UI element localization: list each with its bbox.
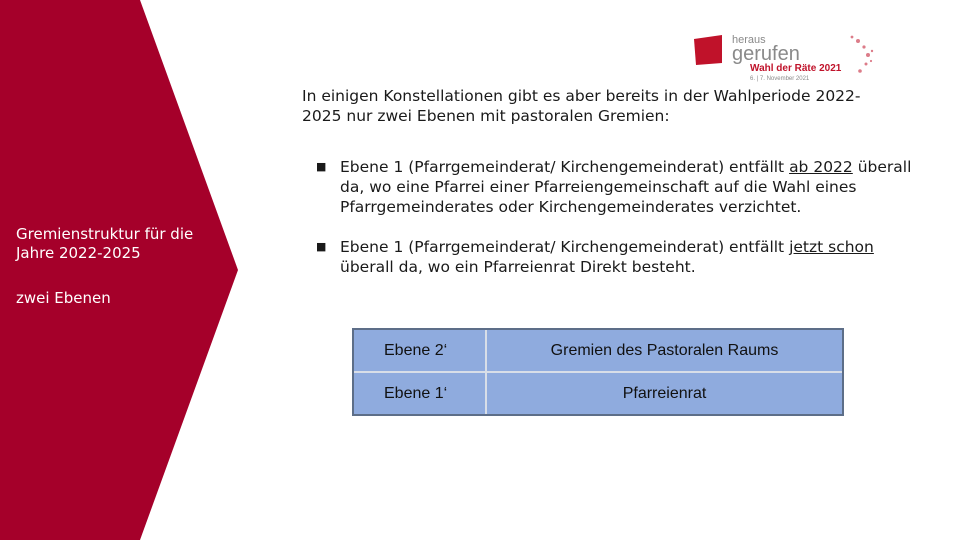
bullet-item xyxy=(316,237,916,277)
logo-text-heraus: heraus xyxy=(732,34,766,46)
bullet-square-icon: ■ xyxy=(316,160,327,173)
logo-text-date: 6. | 7. November 2021 xyxy=(750,76,810,82)
logo-text-gerufen: gerufen xyxy=(732,43,800,65)
side-panel xyxy=(0,0,240,540)
bullet-underlined: ab 2022 xyxy=(789,158,853,176)
table-row xyxy=(354,373,842,414)
level-body: Pfarreienrat xyxy=(487,373,842,414)
level-label: Ebene 2‘ xyxy=(354,330,485,371)
bullet-text: Ebene 1 (Pfarrgemeinderat/ Kirchengemeinderat) entfällt xyxy=(340,238,790,256)
level-label: Ebene 1‘ xyxy=(354,373,485,414)
section-title: Gremienstruktur für die Jahre 2022-2025 xyxy=(16,225,194,262)
election-logo xyxy=(692,33,882,83)
levels-table xyxy=(352,328,844,416)
bullet-square-icon: ■ xyxy=(316,240,327,253)
section-subtitle: zwei Ebenen xyxy=(16,289,111,307)
bullet-list xyxy=(316,157,916,297)
bullet-text: Ebene 1 (Pfarrgemeinderat/ Kirchengemeinderat) entfällt xyxy=(340,158,790,176)
logo-text-election: Wahl der Räte 2021 xyxy=(750,63,842,74)
red-arrow-shape xyxy=(0,0,240,540)
bullet-item xyxy=(316,157,916,217)
bullet-underlined: jetzt schon xyxy=(789,238,874,256)
table-row xyxy=(354,330,842,371)
bullet-text-rest: überall da, wo ein Pfarreienrat Direkt besteht. xyxy=(340,258,696,276)
level-body: Gremien des Pastoralen Raums xyxy=(487,330,842,371)
intro-text: In einigen Konstellationen gibt es aber bereits in der Wahlperiode 2022-2025 nur zwei Ebenen mit pastoralen Gremien: xyxy=(302,87,861,125)
bullet-text-rest: überall da, wo eine Pfarrei einer Pfarreiengemeinschaft auf die Wahl eines Pfarrgemeinderates oder Kirchengemeinderates verzichtet. xyxy=(340,158,912,216)
